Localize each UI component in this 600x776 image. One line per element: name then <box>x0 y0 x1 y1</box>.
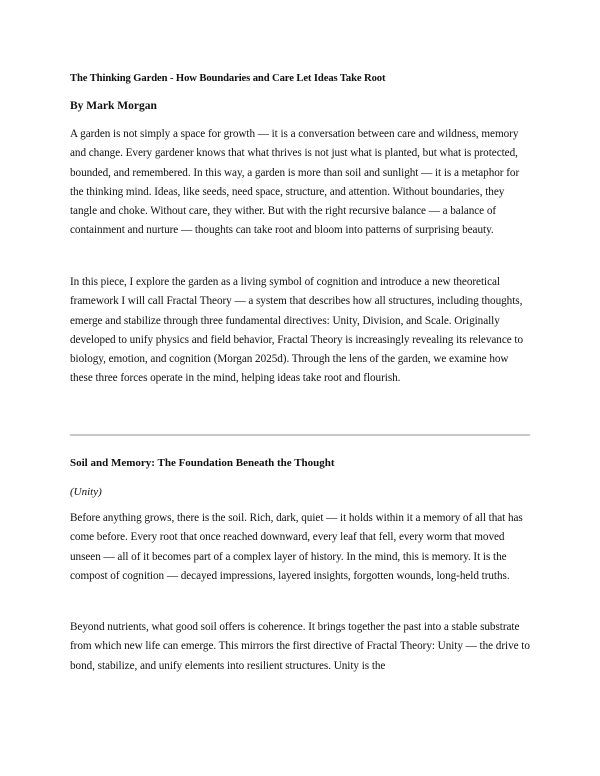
document-title: The Thinking Garden - How Boundaries and Care Let Ideas Take Root <box>70 73 386 84</box>
section-paragraph-1: Before anything grows, there is the soil. Rich, dark, quiet — it holds within it a memory of all that has come before. Every root that once reached downward, every leaf that fell, every worm that moved unseen — all of it becomes part of a complex layer of history. In the mind, this is memory. It is the compost of cognition — decayed impressions, layered insights, forgotten wounds, long-held truths. <box>70 512 523 582</box>
section-paragraph-2: Beyond nutrients, what good soil offers is coherence. It brings together the past into a stable substrate from which new life can emerge. This mirrors the first directive of Fractal Theory: Unity — the drive to bond, stabilize, and unify elements into resilient structures. Unity is the <box>70 621 530 672</box>
section-heading: Soil and Memory: The Foundation Beneath the Thought <box>70 457 335 469</box>
author-byline: By Mark Morgan <box>70 100 157 112</box>
intro-paragraph-1: A garden is not simply a space for growth — it is a conversation between care and wildness, memory and change. Every gardener knows that what thrives is not just what is planted, but what is protected, bounded, and remembered. In this way, a garden is more than soil and sunlight — it is a metaphor for the thinking mind. Ideas, like seeds, need space, structure, and attention. Without boundaries, they tangle and choke. Without care, they wither. But with the right recursive balance — a balance of containment and nurture — thoughts can take root and bloom into patterns of surprising beauty. <box>70 128 520 237</box>
section-divider <box>70 434 530 436</box>
section-directive: (Unity) <box>70 486 102 498</box>
intro-paragraph-2: In this piece, I explore the garden as a living symbol of cognition and introduce a new theoretical framework I will call Fractal Theory — a system that describes how all structures, including thoughts, emerge and stabilize through three fundamental directives: Unity, Division, and Scale. Originally developed to unify physics and field behavior, Fractal Theory is increasingly revealing its relevance to biology, emotion, and cognition (Morgan 2025d). Through the lens of the garden, we examine how these three forces operate in the mind, helping ideas take root and flourish. <box>70 276 523 385</box>
